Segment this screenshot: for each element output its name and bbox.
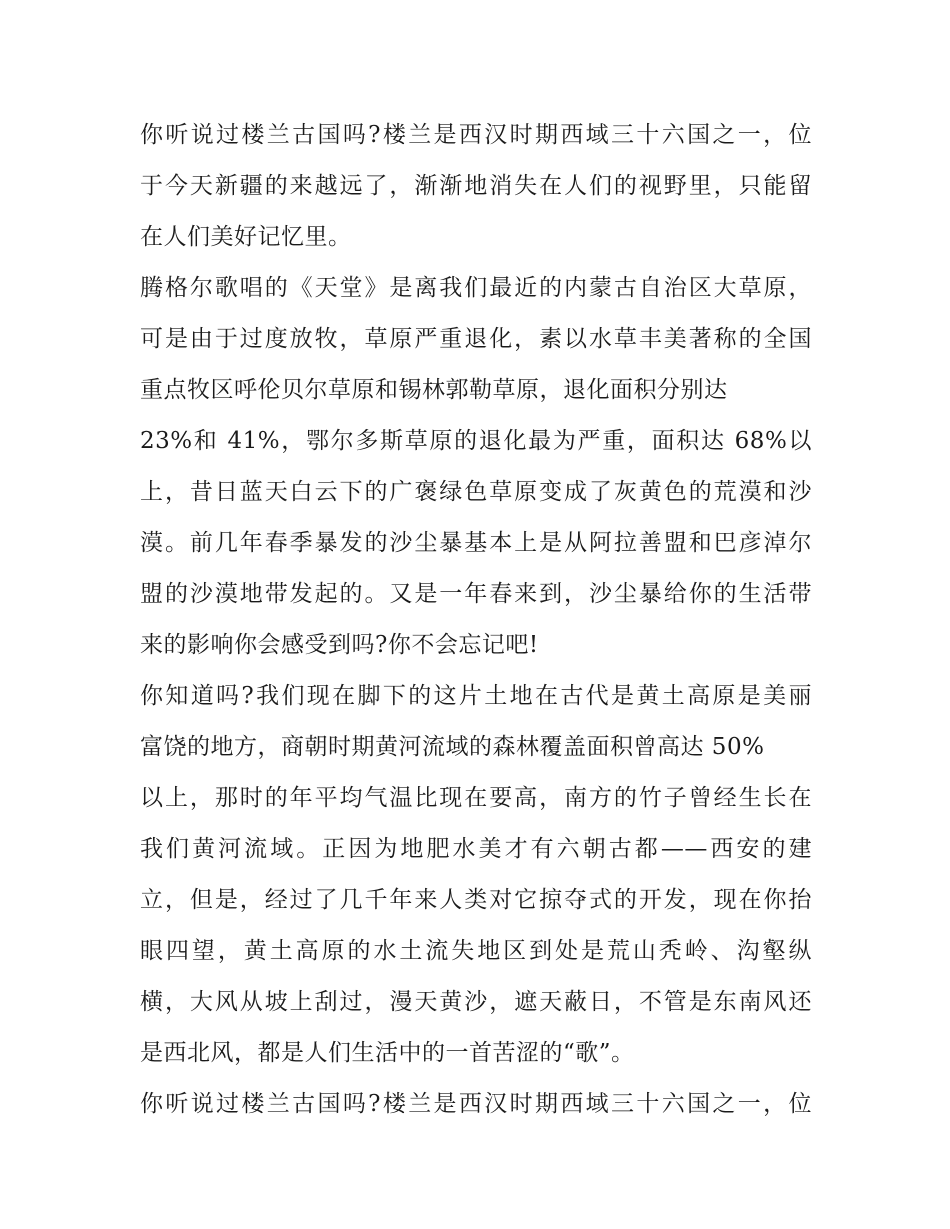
paragraph-grassland (140, 263, 812, 671)
paragraph-loulan (140, 110, 812, 263)
text-line: 于今天新疆的来越远了，渐渐地消失在人们的视野里，只能留 (140, 173, 812, 199)
text-line: 以上，那时的年平均气温比现在要高，南方的竹子曾经生长在 (140, 785, 812, 811)
paragraph-loess-plateau (140, 671, 812, 1079)
text-line: 可是由于过度放牧，草原严重退化，素以水草丰美著称的全国 (140, 326, 812, 352)
text-line: 来的影响你会感受到吗?你不会忘记吧! (140, 632, 539, 658)
text-line: 漠。前几年春季暴发的沙尘暴基本上是从阿拉善盟和巴彦淖尔 (140, 530, 812, 556)
text-line: 立，但是，经过了几千年来人类对它掠夺式的开发，现在你抬 (140, 887, 812, 913)
text-line: 盟的沙漠地带发起的。又是一年春来到，沙尘暴给你的生活带 (140, 581, 812, 607)
paragraph-loulan-repeat (140, 1079, 812, 1130)
text-line: 横，大风从坡上刮过，漫天黄沙，遮天蔽日，不管是东南风还 (140, 989, 812, 1015)
document-body (140, 110, 812, 1130)
text-line: 上，昔日蓝天白云下的广褒绿色草原变成了灰黄色的荒漠和沙 (140, 479, 812, 505)
text-line: 腾格尔歌唱的《天堂》是离我们最近的内蒙古自治区大草原， (140, 275, 812, 301)
text-line: 是西北风，都是人们生活中的一首苦涩的“歌”。 (140, 1040, 635, 1066)
text-line: 你听说过楼兰古国吗?楼兰是西汉时期西域三十六国之一，位 (140, 122, 812, 148)
text-line: 你知道吗?我们现在脚下的这片土地在古代是黄土高原是美丽 (140, 683, 812, 709)
text-line: 23%和 41%，鄂尔多斯草原的退化最为严重，面积达 68%以 (140, 428, 812, 454)
text-line: 你听说过楼兰古国吗?楼兰是西汉时期西域三十六国之一，位 (140, 1091, 812, 1117)
text-line: 富饶的地方，商朝时期黄河流域的森林覆盖面积曾高达 50% (140, 734, 765, 760)
text-line: 在人们美好记忆里。 (140, 224, 352, 250)
text-line: 我们黄河流域。正因为地肥水美才有六朝古都——西安的建 (140, 836, 812, 862)
text-line: 眼四望，黄土高原的水土流失地区到处是荒山秃岭、沟壑纵 (140, 938, 812, 964)
text-line: 重点牧区呼伦贝尔草原和锡林郭勒草原，退化面积分别达 (140, 377, 728, 403)
